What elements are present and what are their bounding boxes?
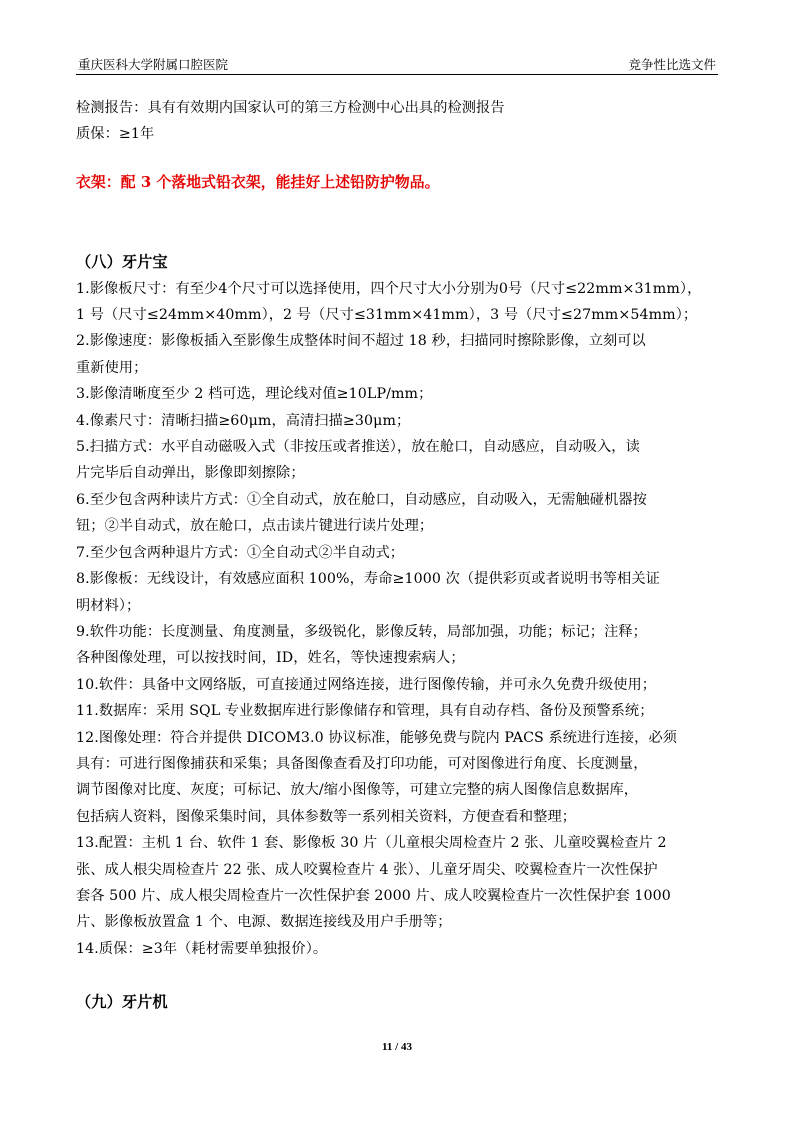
section-8-line: 13.配置：主机 1 台、软件 1 套、影像板 30 片（儿童根尖周检查片 2 张、儿童咬翼检查片 2 — [76, 835, 667, 852]
section-8-line: 4.像素尺寸：清晰扫描≥60μm，高清扫描≥30μm； — [76, 412, 411, 429]
page-number: 11 / 43 — [382, 1041, 412, 1053]
section-8-line: 钮；②半自动式，放在舱口，点击读片键进行读片处理； — [76, 518, 434, 535]
section-8-line: 包括病人资料，图像采集时间，具体参数等一系列相关资料，方便查看和整理； — [76, 808, 577, 825]
section-8-line: 1 号（尺寸≤24mm×40mm），2 号（尺寸≤31mm×41mm），3 号（尺寸≤27mm×54mm）； — [76, 307, 698, 324]
document-body — [76, 95, 718, 1016]
test-report-line: 检测报告：具有有效期内国家认可的第三方检测中心出具的检测报告 — [76, 100, 505, 116]
section-8-list — [76, 276, 718, 963]
section-8-line: 各种图像处理，可以按找时间，ID，姓名，等快速搜索病人； — [76, 650, 465, 667]
section-8-line: 6.至少包含两种读片方式：①全自动式，放在舱口，自动感应，自动吸入，无需触碰机器按 — [76, 491, 647, 508]
warranty-line: 质保：≥1年 — [76, 126, 155, 143]
section-9-heading: （九）牙片机 — [76, 993, 168, 1012]
section-8-line: 9.软件功能：长度测量、角度测量，多级锐化，影像反转，局部加强，功能；标记；注释； — [76, 623, 647, 640]
section-8-heading: （八）牙片宝 — [76, 253, 168, 272]
section-8-line: 14.质保：≥3年（耗材需要单独报价）。 — [76, 940, 328, 957]
section-8-line: 片完毕后自动弹出，影像即刻擦除； — [76, 465, 305, 482]
section-8-line: 3.影像清晰度至少 2 档可选，理论线对值≥10LP/mm； — [76, 386, 433, 403]
section-8-line: 具有：可进行图像捕获和采集；具备图像查看及打印功能，可对图像进行角度、长度测量， — [76, 755, 648, 772]
section-8-line: 8.影像板：无线设计，有效感应面积 100%，寿命≥1000 次（提供彩页或者说明书等相关证 — [76, 571, 660, 588]
section-8-line: 张、成人根尖周检查片 22 张、成人咬翼检查片 4 张）、儿童牙周尖、咬翼检查片一次性保护 — [76, 861, 658, 878]
section-8-line: 5.扫描方式：水平自动磁吸入式（非按压或者推送），放在舱口，自动感应，自动吸入，读 — [76, 439, 640, 456]
coat-rack-note: 衣架：配 3 个落地式铅衣架，能挂好上述铅防护物品。 — [76, 173, 440, 191]
header-organization: 重庆医科大学附属口腔医院 — [78, 57, 229, 72]
section-8-line: 2.影像速度：影像板插入至影像生成整体时间不超过 18 秒，扫描同时擦除影像，立刻可以 — [76, 333, 646, 350]
section-8-line: 10.软件：具备中文网络版，可直接通过网络连接，进行图像传输，并可永久免费升级使用； — [76, 676, 657, 693]
section-8-line: 12.图像处理：符合并提供 DICOM3.0 协议标准，能够免费与院内 PACS 系统进行连接，必须 — [76, 729, 678, 746]
section-8-line: 7.至少包含两种退片方式：①全自动式②半自动式； — [76, 544, 405, 561]
header-document-type: 竞争性比选文件 — [628, 57, 716, 72]
page-header — [76, 52, 718, 75]
section-8-line: 11.数据库：采用 SQL 专业数据库进行影像储存和管理，具有自动存档、备份及预警系统； — [76, 703, 654, 720]
section-8-line: 明材料）； — [76, 597, 141, 614]
section-8-line: 1.影像板尺寸：有至少4个尺寸可以选择使用，四个尺寸大小分别为0号（尺寸≤22mm×31mm）， — [76, 280, 702, 297]
section-8-line: 调节图像对比度、灰度；可标记、放大/缩小图像等，可建立完整的病人图像信息数据库， — [76, 782, 639, 799]
section-8-line: 片、影像板放置盒 1 个、电源、数据连接线及用户手册等； — [76, 914, 452, 931]
section-8-line: 套各 500 片、成人根尖周检查片一次性保护套 2000 片、成人咬翼检查片一次性保护套 1000 — [76, 887, 671, 904]
section-8-line: 重新使用； — [76, 359, 148, 376]
